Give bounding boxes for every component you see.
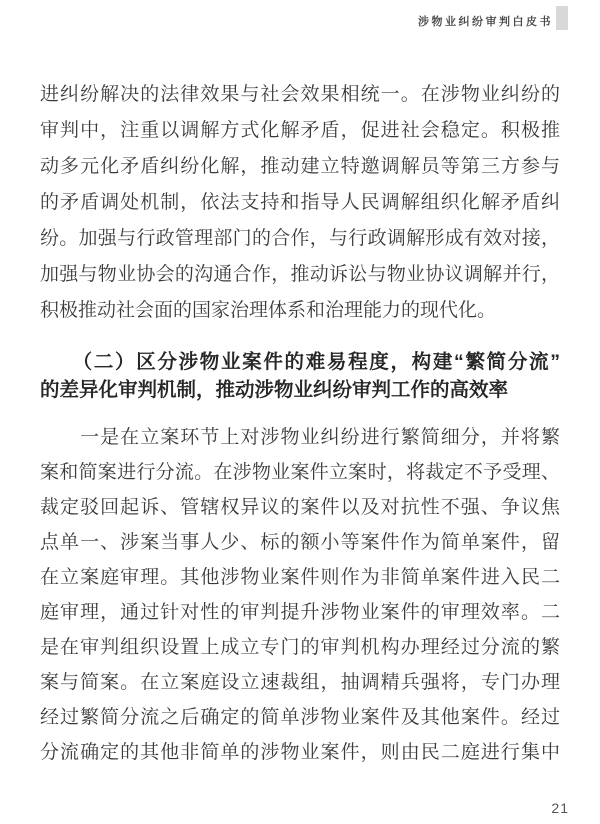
text-line: 进纠纷解决的法律效果与社会效果相统一。在涉物业纠纷的 <box>40 84 560 105</box>
document-body <box>40 77 560 770</box>
text-line: 纷。加强与行政管理部门的合作，与行政调解形成有效对接， <box>40 228 560 249</box>
text-line: 是在审判组织设置上成立专门的审判机构办理经过分流的繁 <box>40 637 560 658</box>
text-line: 在立案庭审理。其他涉物业案件则作为非简单案件进入民二 <box>40 567 560 588</box>
running-header-title: 涉物业纠纷审判白皮书 <box>418 16 553 28</box>
text-line: 案和简案进行分流。在涉物业案件立案时，将裁定不予受理、 <box>40 462 560 483</box>
paragraph <box>40 420 560 770</box>
text-line: （二）区分涉物业案件的难易程度，构建“繁简分流” <box>40 351 560 373</box>
text-line: 审判中，注重以调解方式化解矛盾，促进社会稳定。积极推 <box>40 120 560 141</box>
text-line: 的矛盾调处机制，依法支持和指导人民调解组织化解矛盾纠 <box>40 192 560 213</box>
text-line: 案与简案。在立案庭设立速裁组，抽调精兵强将，专门办理 <box>40 672 560 693</box>
text-line: 的差异化审判机制，推动涉物业纠纷审判工作的高效率 <box>40 378 509 401</box>
section-heading <box>40 349 560 404</box>
header-accent-bar <box>556 6 568 30</box>
text-line: 积极推动社会面的国家治理体系和治理能力的现代化。 <box>40 300 497 321</box>
paragraph-continued <box>40 77 560 329</box>
text-line: 经过繁简分流之后确定的简单涉物业案件及其他案件。经过 <box>40 707 560 728</box>
text-line: 分流确定的其他非简单的涉物业案件，则由民二庭进行集中 <box>40 742 560 763</box>
page-number: 21 <box>551 800 569 816</box>
text-line: 点单一、涉案当事人少、标的额小等案件作为简单案件，留 <box>40 532 560 553</box>
text-line: 加强与物业协会的沟通合作，推动诉讼与物业协议调解并行， <box>40 264 560 285</box>
text-line: 一是在立案环节上对涉物业纠纷进行繁简细分，并将繁 <box>40 427 560 448</box>
text-line: 裁定驳回起诉、管辖权异议的案件以及对抗性不强、争议焦 <box>40 497 560 518</box>
text-line: 动多元化矛盾纠纷化解，推动建立特邀调解员等第三方参与 <box>40 156 560 177</box>
text-line: 庭审理，通过针对性的审判提升涉物业案件的审理效率。二 <box>40 602 560 623</box>
